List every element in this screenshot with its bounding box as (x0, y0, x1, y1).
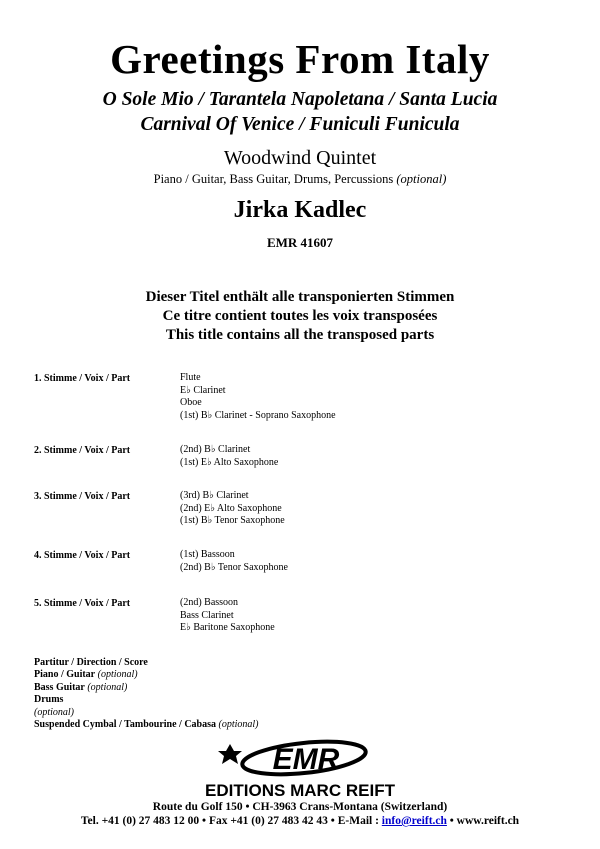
bass-guitar-row (34, 682, 259, 694)
logo-emr-text: EMR (272, 743, 340, 776)
emr-logo (200, 738, 400, 800)
piano-guitar-label: Piano / Guitar (34, 669, 96, 681)
part-label: 2. Stimme / Voix / Part (34, 445, 131, 456)
composer-name: Jirka Kadlec (233, 197, 367, 223)
part-label: 3. Stimme / Voix / Part (34, 491, 131, 502)
part-instruments (180, 372, 336, 422)
publisher-contact (0, 814, 600, 828)
part-instrument: (2nd) Bassoon (180, 597, 239, 608)
website: • www.reift.ch (446, 815, 520, 827)
part-instruments (180, 597, 275, 635)
piece-title: Greetings From Italy (110, 36, 490, 82)
bass-guitar-label: Bass Guitar (34, 681, 85, 693)
optional-tag: (optional) (87, 681, 128, 693)
additional-parts (34, 657, 259, 731)
part-instrument: (1st) Bassoon (180, 549, 235, 560)
optional-tag: (optional) (218, 719, 259, 731)
optional-tag: (optional) (34, 706, 74, 718)
ensemble-label: Woodwind Quintet (223, 147, 377, 169)
optional-tag: (optional) (97, 669, 138, 681)
notice-german: Dieser Titel enthält alle transponierten Stimmen (145, 289, 455, 305)
part-instrument: Flute (180, 372, 201, 383)
part-instrument: (1st) B♭ Clarinet - Soprano Saxophone (180, 409, 336, 421)
contact-phone-fax: Tel. +41 (0) 27 483 12 00 • Fax +41 (0) 27 483 42 43 • E-Mail : (80, 815, 382, 827)
drums-optional-row (34, 707, 259, 719)
piece-subtitle-line-1: O Sole Mio / Tarantela Napoletana / Santa Lucia (102, 89, 498, 110)
email-link[interactable]: info@reift.ch (381, 815, 447, 827)
drums-row (34, 694, 259, 706)
accompaniment-instruments (0, 171, 600, 187)
part-instrument: Bass Clarinet (180, 609, 234, 621)
accompaniment-optional: (optional) (396, 172, 447, 186)
accompaniment-list: Piano / Guitar, Bass Guitar, Drums, Percussions (153, 172, 394, 186)
part-instrument: (2nd) E♭ Alto Saxophone (180, 502, 282, 514)
transposed-parts-notice (0, 288, 600, 345)
percussion-row (34, 719, 259, 731)
piano-guitar-row (34, 669, 259, 681)
part-instrument: (1st) E♭ Alto Saxophone (180, 456, 279, 468)
part-instruments (180, 490, 285, 528)
part-label: 5. Stimme / Voix / Part (34, 598, 131, 609)
notice-english: This title contains all the transposed parts (165, 327, 435, 343)
part-instrument: E♭ Baritone Saxophone (180, 622, 275, 634)
catalog-number: EMR 41607 (266, 235, 334, 250)
part-instrument: E♭ Clarinet (180, 384, 226, 396)
part-instrument: (2nd) B♭ Clarinet (180, 444, 251, 455)
part-instrument: (1st) B♭ Tenor Saxophone (180, 515, 285, 527)
part-instrument: Oboe (180, 397, 202, 409)
part-instrument: (2nd) B♭ Tenor Saxophone (180, 561, 288, 573)
part-label: 1. Stimme / Voix / Part (34, 373, 131, 384)
part-instrument: (3rd) B♭ Clarinet (180, 490, 249, 501)
part-label: 4. Stimme / Voix / Part (34, 550, 131, 561)
publisher-name: EDITIONS MARC REIFT (205, 781, 396, 800)
notice-french: Ce titre contient toutes les voix transposées (162, 308, 438, 324)
piece-subtitle-line-2: Carnival Of Venice / Funiculi Funicula (140, 114, 460, 135)
score-label: Partitur / Direction / Score (34, 657, 148, 668)
drums-label: Drums (34, 694, 64, 706)
part-instruments (180, 549, 288, 574)
percussion-label: Suspended Cymbal / Tambourine / Cabasa (34, 719, 217, 731)
part-instruments (180, 444, 278, 469)
publisher-address: Route du Golf 150 • CH-3963 Crans-Montana (Switzerland) (152, 801, 448, 813)
